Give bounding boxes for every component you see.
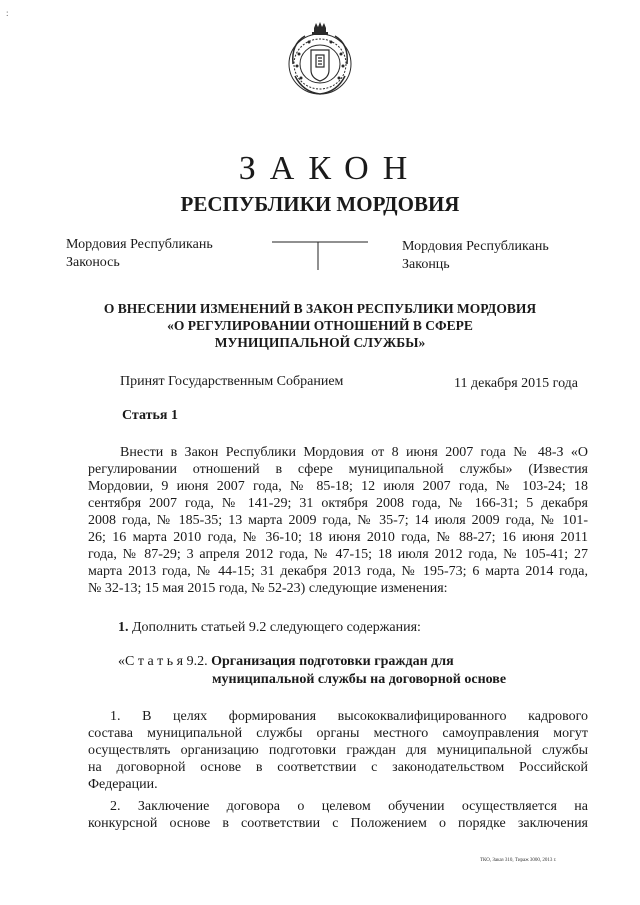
p1-line-4: на договорной основе в соответствии с законодательством Российской [88,760,588,775]
article-1-intro [88,444,588,597]
adoption-date: 11 декабря 2015 года [454,376,579,391]
lang-block-left [66,236,213,272]
lang-block-right [402,238,549,274]
paragraph-2 [88,798,588,832]
intro-line-3: Мордовии, 9 июня 2007 года, № 85-18; 12 июля 2007 года, № 103-24; 18 [88,479,588,494]
lang-left-line-1: Мордовия Республикань [66,237,213,252]
header-divider [272,240,372,272]
lang-right-line-1: Мордовия Республикань [402,239,549,254]
law-title: ЗАКОН [238,150,422,187]
p1-line-5: Федерации. [88,777,158,792]
corner-mark: : [6,8,9,18]
lang-right-line-2: Законць [402,257,450,272]
article-9-2-title-1: Организация подготовки граждан для [211,654,454,669]
p1-line-2: состава муниципальной службы органы местного самоуправления могут [88,726,588,741]
intro-line-4: сентября 2007 года, № 141-29; 31 октября 2008 года, № 166-31; 5 декабря [88,496,588,511]
law-subtitle: РЕСПУБЛИКИ МОРДОВИЯ [180,192,460,216]
intro-line-1: Внести в Закон Республики Мордовия от 8 июня 2007 года № 48-З «О [120,445,588,460]
p2-line-1: 2. Заключение договора о целевом обучении осуществляется на [110,799,588,814]
p1-line-1: 1. В целях формирования высококвалифицированного кадрового [110,709,588,724]
heading-line-1: О ВНЕСЕНИИ ИЗМЕНЕНИЙ В ЗАКОН РЕСПУБЛИКИ МОРДОВИЯ [103,301,537,316]
law-heading [0,300,640,351]
article-9-2-title-2: муниципальной службы на договорной основе [212,672,507,687]
p1-line-3: осуществлять организацию подготовки граждан для муниципальной службы [88,743,588,758]
article-1-title: Статья 1 [122,408,178,423]
heading-line-2: «О РЕГУЛИРОВАНИИ ОТНОШЕНИЙ В СФЕРЕ [167,318,473,333]
lang-left-line-2: Законось [66,255,120,270]
coat-of-arms-emblem [285,20,355,100]
item-1 [118,620,421,636]
intro-line-8: марта 2013 года, № 44-15; 31 декабря 2013 года, № 195-73; 6 марта 2014 года, [88,564,588,579]
intro-line-6: 26; 16 марта 2010 года, № 36-10; 18 июня 2010 года, № 88-27; 16 июня 2011 [88,530,588,545]
print-note: ТКО, Заказ 310, Тираж 3000, 2013 г. [480,858,557,863]
intro-line-2: регулировании отношений в сфере муниципальной службы» (Известия [88,462,588,477]
intro-line-7: года, № 87-29; 3 апреля 2012 года, № 47-15; 18 июля 2012 года, № 105-41; 27 [88,547,588,562]
item-1-number: 1. [118,620,129,635]
article-9-2-title-line-1 [118,654,454,670]
p2-line-2: конкурсной основе в соответствии с Положением о порядке заключения [88,816,588,831]
article-9-2-prefix: «С т а т ь я 9.2. [118,654,208,669]
item-1-text: Дополнить статьей 9.2 следующего содержания: [132,620,421,635]
paragraph-1 [88,708,588,793]
adoption-body: Принят Государственным Собранием [120,374,344,389]
intro-line-9: № 32-13; 15 мая 2015 года, № 52-23) следующие изменения: [88,581,448,596]
heading-line-3: МУНИЦИПАЛЬНОЙ СЛУЖБЫ» [214,335,426,350]
intro-line-5: 2008 года, № 185-35; 13 марта 2009 года, № 35-7; 14 июля 2009 года, № 101- [88,513,588,528]
